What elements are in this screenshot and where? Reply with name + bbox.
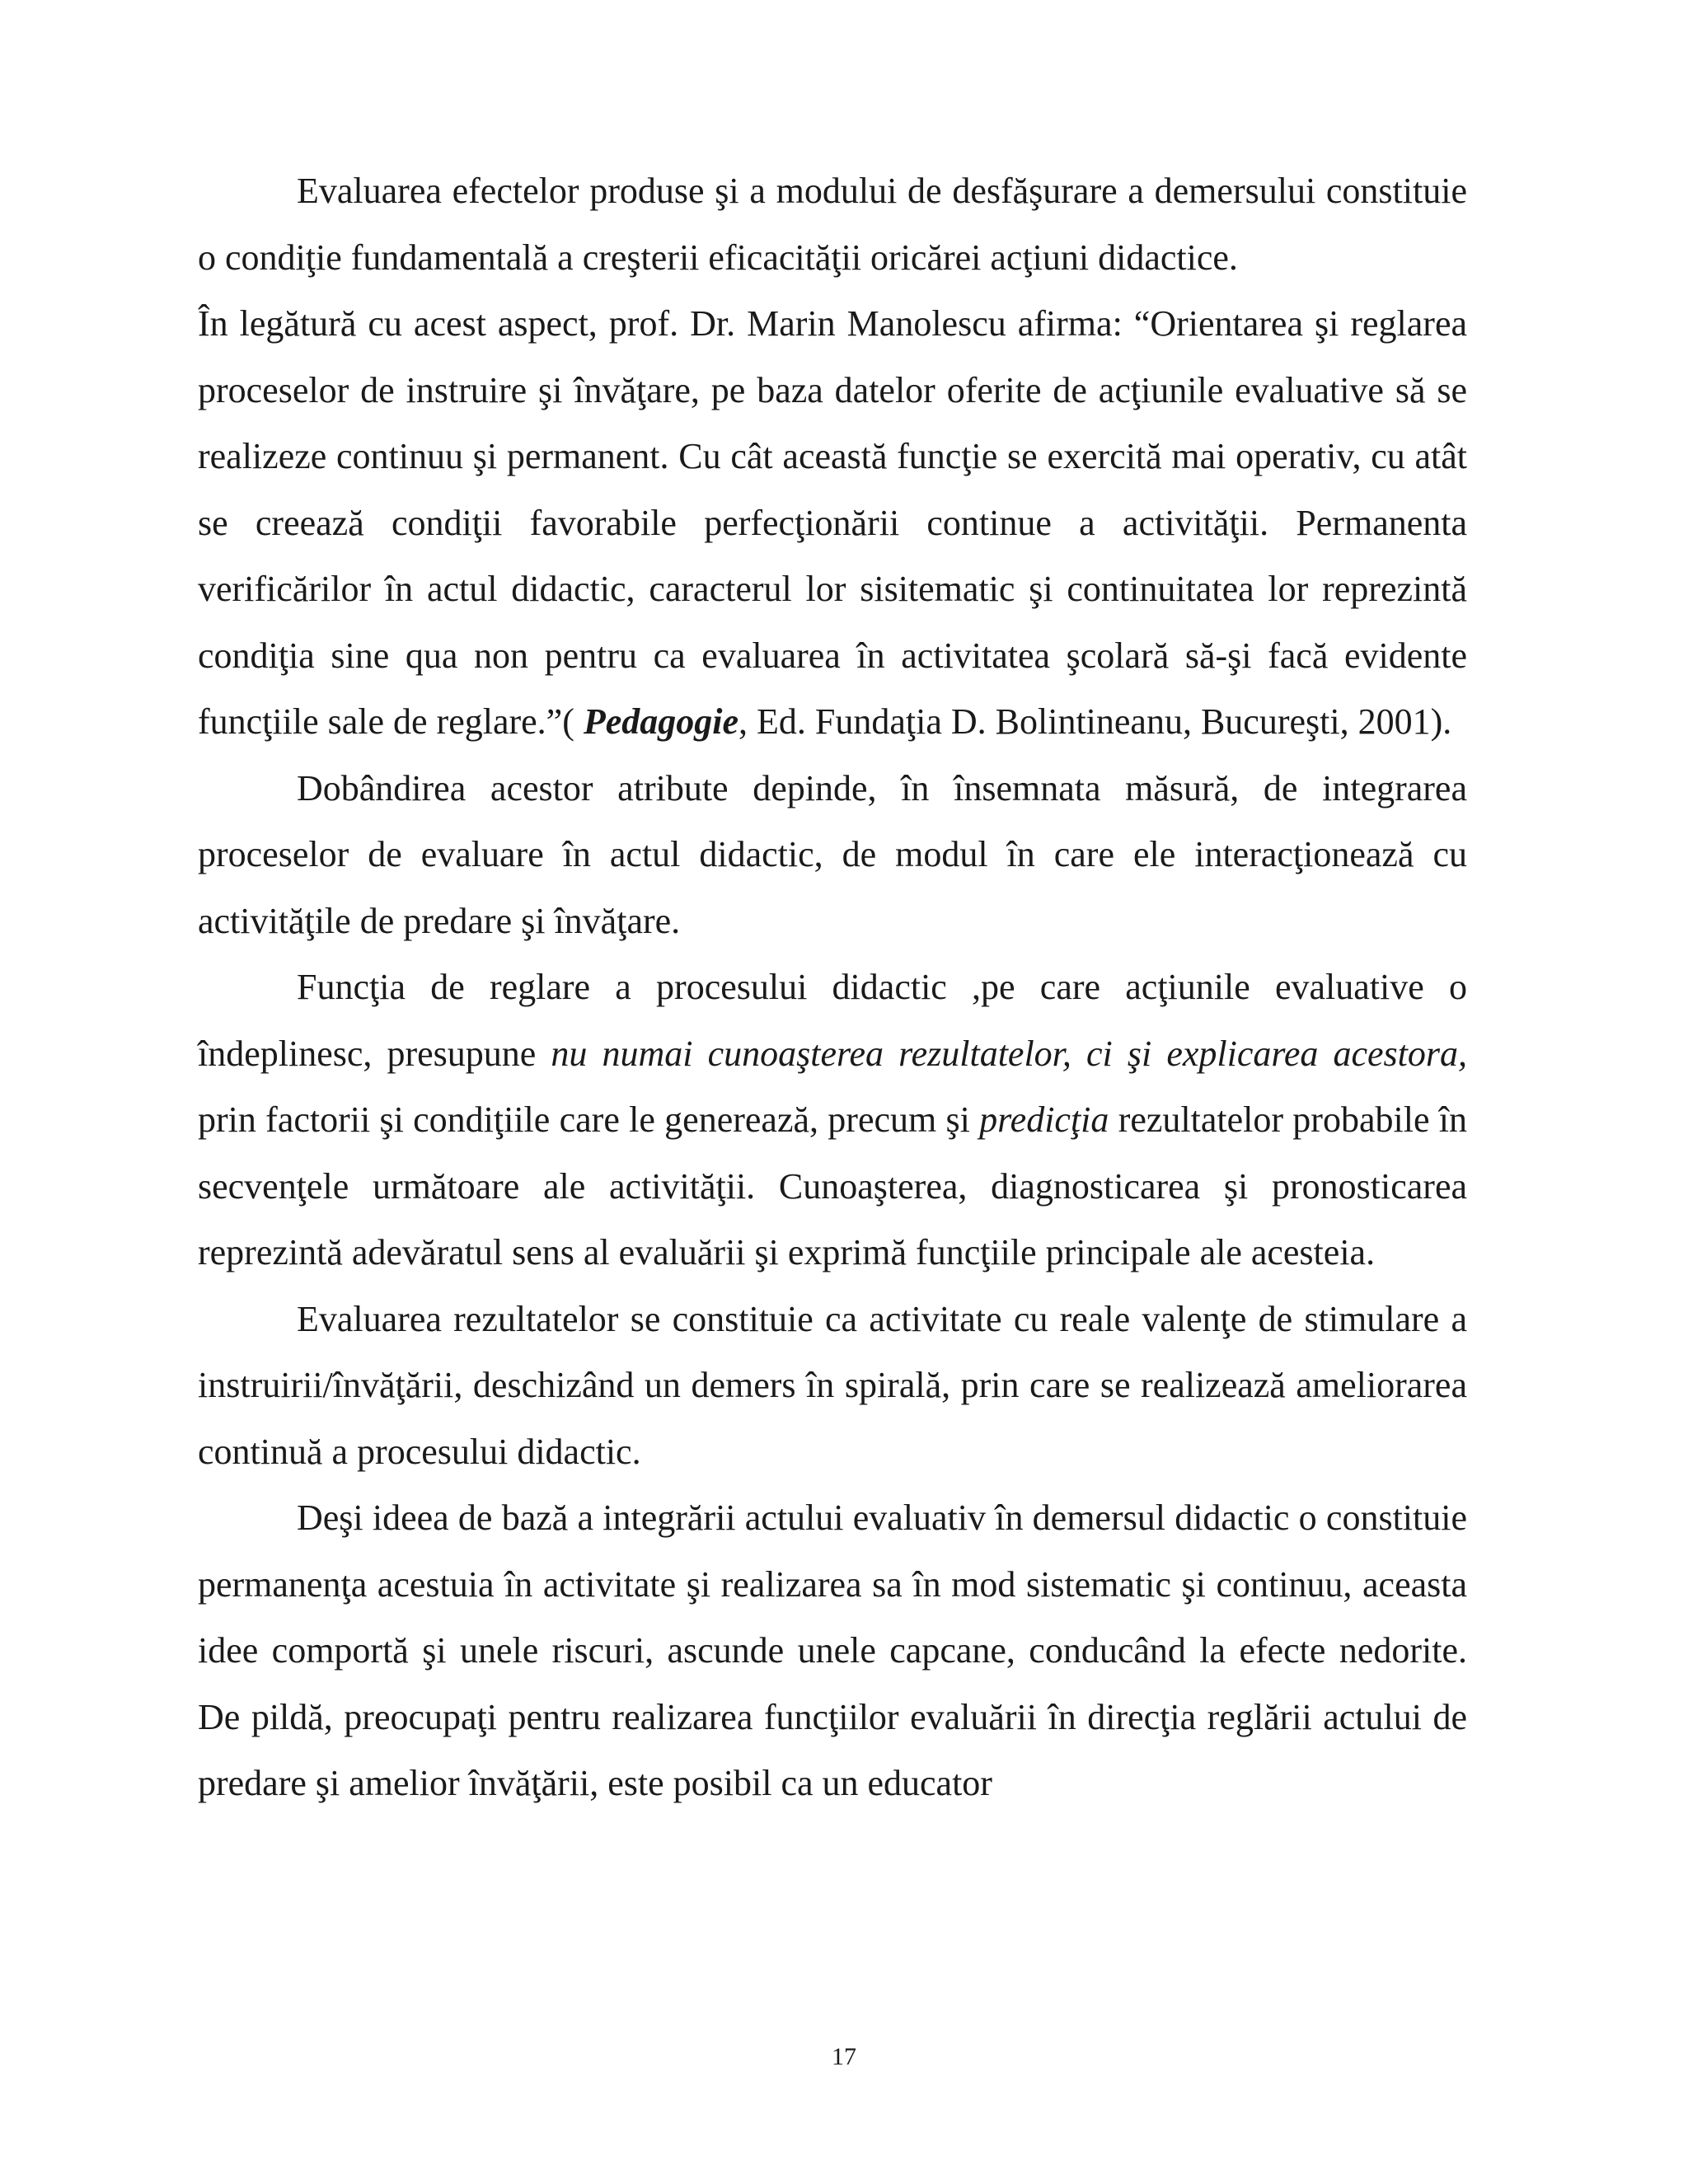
cited-book-title: Pedagogie	[583, 701, 739, 742]
paragraph-6: Deşi ideea de bază a integrării actului evaluativ în demersul didactic o constituie permanenţa acestuia în activitate şi realizarea sa în mod sistematic şi continuu, aceasta idee comportă şi unele riscuri, ascunde unele capcane, conducând la efecte nedorite. De pildă, preocupaţi pentru realizarea funcţiilor evaluării în direcţia reglării actului de predare şi amelior învăţării, este posibil ca un educator	[198, 1497, 1467, 1803]
paragraph-1: Evaluarea efectelor produse şi a modului de desfăşurare a demersului constituie o condiţie fundamentală a creşterii eficacităţii oricărei acţiuni didactice.	[198, 171, 1467, 278]
page-number: 17	[832, 2043, 856, 2070]
paragraph-4-part-2: prin factorii şi condiţiile care le generează, precum şi	[198, 1099, 980, 1140]
paragraph-4	[198, 954, 1467, 1286]
paragraph-3: Dobândirea acestor atribute depinde, în însemnata măsură, de integrarea proceselor de evaluare în actul didactic, de modul în care ele interacţionează cu activităţile de predare şi învăţare.	[198, 767, 1467, 941]
paragraph-4-italic-2: predicţia	[979, 1099, 1109, 1140]
body-text	[198, 158, 1467, 1817]
quote-text: În legătură cu acest aspect, prof. Dr. Marin Manolescu afirma: “Orientarea şi reglarea proceselor de instruire şi învăţare, pe baza datelor oferite de acţiunile evaluative să se realizeze continuu şi permanent. Cu cât această funcţie se exercită mai operativ, cu atât se creează condiţii favorabile perfecţionării continue a activităţii. Permanenta verificărilor în actul didactic, caracterul lor sisitematic şi continuitatea lor reprezintă condiţia sine qua non pentru ca evaluarea în activitatea şcolară să-şi facă evidente funcţiile sale de reglare.”(	[198, 303, 1467, 742]
paragraph-5: Evaluarea rezultatelor se constituie ca activitate cu reale valenţe de stimulare a instruirii/învăţării, deschizând un demers în spirală, prin care se realizează ameliorarea continuă a procesului didactic.	[198, 1298, 1467, 1472]
paragraph-2	[198, 291, 1467, 756]
citation-details: , Ed. Fundaţia D. Bolintineanu, Bucureşti, 2001).	[738, 701, 1452, 742]
paragraph-4-part-3: rezultatelor probabile în secvenţele următoare ale activităţii. Cunoaşterea, diagnosticarea şi pronosticarea reprezintă adevăratul sens al evaluării şi exprimă funcţiile principale ale acesteia.	[198, 1099, 1467, 1272]
paragraph-4-italic-1: nu numai cunoaşterea rezultatelor, ci şi explicarea acestora,	[551, 1033, 1467, 1074]
paragraph-4-part-1: Funcţia de reglare a procesului didactic ,pe care acţiunile evaluative o îndeplinesc, presupune	[198, 967, 1467, 1074]
